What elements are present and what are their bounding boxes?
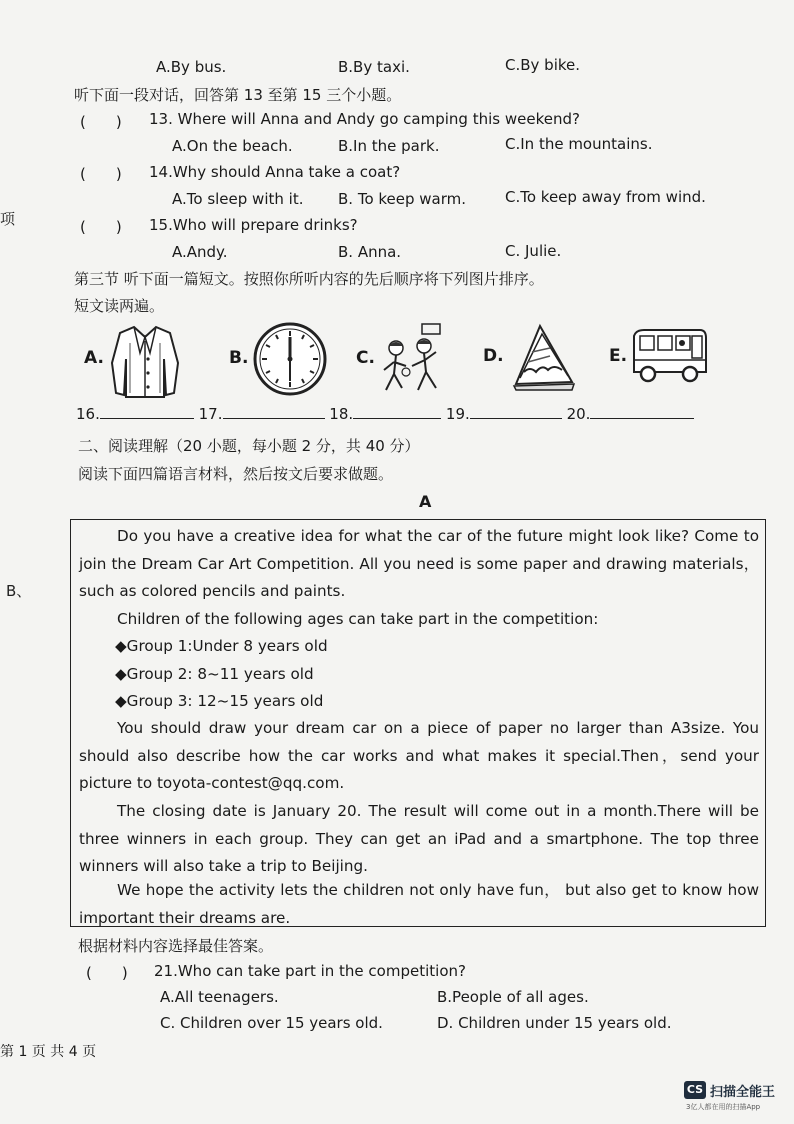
coat-icon	[108, 323, 182, 401]
group-1-item: ◆Group 1:Under 8 years old	[115, 637, 328, 655]
passage-paragraph-4: The closing date is January 20. The result will come out in a month.There will be three winners in each group. They can get an iPad and a smartphone. The top three winners will also take a trip to Beijing.	[79, 802, 759, 875]
blank-label-19: 19.	[445, 405, 470, 423]
group-3-item: ◆Group 3: 12~15 years old	[115, 692, 324, 710]
picture-label-e: E.	[609, 346, 628, 366]
sandwich-icon	[510, 322, 578, 392]
answer-paren-14[interactable]: ( )	[80, 165, 122, 183]
q12-option-c: C.By bike.	[505, 56, 581, 74]
blank-16[interactable]	[100, 404, 194, 419]
q15-option-b: B. Anna.	[338, 243, 402, 261]
q13-option-c: C.In the mountains.	[505, 135, 653, 153]
answer-paren-13[interactable]: ( )	[80, 113, 122, 131]
blank-label-16: 16.	[76, 405, 100, 423]
answer-instruction: 根据材料内容选择最佳答案。	[78, 937, 274, 955]
blank-label-20: 20.	[566, 405, 591, 423]
q21-stem: 21.Who can take part in the competition?	[154, 962, 466, 980]
picture-label-b: B.	[229, 348, 249, 368]
picture-label-d: D.	[483, 346, 504, 366]
instruction-13-15: 听下面一段对话，回答第 13 至第 15 三个小题。	[74, 86, 402, 104]
passage-paragraph-3: You should draw your dream car on a piece of paper no larger than A3size. You should also describe how the car works and what makes it special.Then，send your picture to toyota-contest@qq.com.	[79, 719, 759, 792]
q14-stem: 14.Why should Anna take a coat?	[149, 163, 401, 181]
q13-option-a: A.On the beach.	[172, 137, 293, 155]
blank-18[interactable]	[353, 404, 441, 419]
q15-option-c: C. Julie.	[505, 242, 562, 260]
q15-option-a: A.Andy.	[172, 243, 228, 261]
passage-paragraph-5: We hope the activity lets the children not only have fun， but also get to know how important their dreams are.	[79, 881, 759, 927]
bus-icon	[630, 326, 710, 386]
scanner-app-name: 扫描全能王	[710, 1085, 776, 1100]
picture-label-c: C.	[356, 348, 375, 368]
q21-option-d: D. Children under 15 years old.	[437, 1014, 672, 1032]
q21-option-c: C. Children over 15 years old.	[160, 1014, 383, 1032]
answer-paren-21[interactable]: ( )	[86, 964, 128, 982]
passage-paragraph-2: Children of the following ages can take part in the competition:	[117, 610, 599, 628]
group-2-item: ◆Group 2: 8~11 years old	[115, 665, 314, 683]
picture-label-a: A.	[84, 348, 104, 368]
q21-option-b: B.People of all ages.	[437, 988, 589, 1006]
blank-label-18: 18.	[329, 405, 354, 423]
clock-icon	[252, 321, 328, 397]
q14-option-a: A.To sleep with it.	[172, 190, 304, 208]
passage-paragraph-1: Do you have a creative idea for what the car of the future might look like? Come to join the Dream Car Art Competition. All you need is some paper and drawing materials，such as colored pencils and paints.	[79, 527, 759, 600]
q14-option-c: C.To keep away from wind.	[505, 188, 706, 206]
answer-blanks-row	[76, 404, 694, 423]
q12-option-b: B.By taxi.	[338, 58, 410, 76]
passage-label: A	[419, 492, 432, 511]
q14-option-b: B. To keep warm.	[338, 190, 467, 208]
kids-playing-icon	[378, 322, 448, 394]
blank-label-17: 17.	[198, 405, 223, 423]
passage-a-box	[70, 519, 766, 927]
q21-option-a: A.All teenagers.	[160, 988, 279, 1006]
blank-17[interactable]	[223, 404, 325, 419]
blank-20[interactable]	[590, 404, 694, 419]
q13-stem: 13. Where will Anna and Andy go camping this weekend?	[149, 110, 580, 128]
q13-option-b: B.In the park.	[338, 137, 440, 155]
scanner-app-slogan: 3亿人都在用的扫描App	[686, 1103, 761, 1111]
part2-title: 二、阅读理解（20 小题，每小题 2 分，共 40 分）	[78, 437, 420, 455]
section3-instruction: 第三节 听下面一篇短文。按照你所听内容的先后顺序将下列图片排序。	[74, 270, 544, 288]
margin-note-middle: B、	[6, 582, 32, 600]
page-number: 第 1 页 共 4 页	[0, 1044, 97, 1060]
answer-paren-15[interactable]: ( )	[80, 218, 122, 236]
blank-19[interactable]	[470, 404, 562, 419]
margin-note-top: 项	[0, 210, 16, 228]
section3-instruction-2: 短文读两遍。	[74, 297, 165, 315]
part2-instruction: 阅读下面四篇语言材料，然后按文后要求做题。	[78, 465, 394, 483]
q12-option-a: A.By bus.	[156, 58, 227, 76]
scanner-logo-icon: CS	[684, 1081, 706, 1099]
q15-stem: 15.Who will prepare drinks?	[149, 216, 358, 234]
